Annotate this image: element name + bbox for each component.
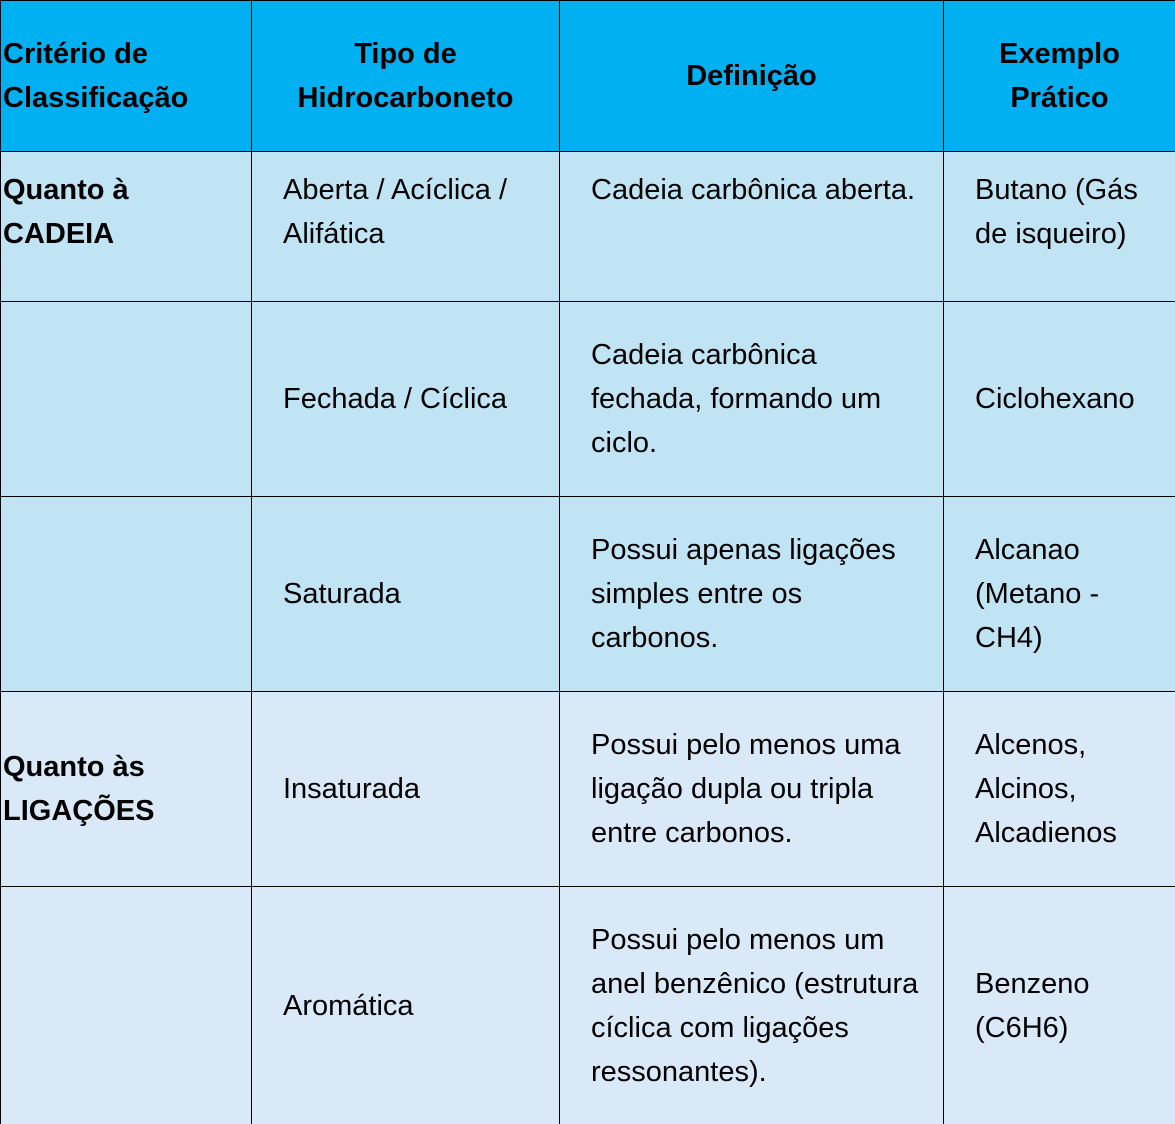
header-tipo: Tipo de Hidrocarboneto xyxy=(252,1,560,152)
cell-criterio xyxy=(1,302,252,497)
cell-exemplo: Alcanao (Metano - CH4) xyxy=(944,497,1175,692)
table-row xyxy=(1,302,1175,497)
cell-tipo: Saturada xyxy=(252,497,560,692)
cell-definicao: Cadeia carbônica fechada, formando um ciclo. xyxy=(560,302,944,497)
cell-criterio xyxy=(1,497,252,692)
cell-definicao: Possui pelo menos um anel benzênico (estrutura cíclica com ligações ressonantes). xyxy=(560,887,944,1124)
cell-definicao: Possui pelo menos uma ligação dupla ou tripla entre carbonos. xyxy=(560,692,944,887)
cell-definicao: Possui apenas ligações simples entre os carbonos. xyxy=(560,497,944,692)
cell-exemplo: Benzeno (C6H6) xyxy=(944,887,1175,1124)
cell-exemplo: Ciclohexano xyxy=(944,302,1175,497)
cell-criterio xyxy=(1,887,252,1124)
header-criterio: Critério de Classificação xyxy=(1,1,252,152)
cell-tipo: Fechada / Cíclica xyxy=(252,302,560,497)
table-row xyxy=(1,692,1175,887)
cell-tipo: Aromática xyxy=(252,887,560,1124)
cell-tipo: Insaturada xyxy=(252,692,560,887)
header-exemplo: Exemplo Prático xyxy=(944,1,1175,152)
cell-definicao: Cadeia carbônica aberta. xyxy=(560,152,944,302)
table-row xyxy=(1,887,1175,1124)
cell-exemplo: Alcenos, Alcinos, Alcadienos xyxy=(944,692,1175,887)
cell-criterio: Quanto às LIGAÇÕES xyxy=(1,692,252,887)
table-row xyxy=(1,497,1175,692)
table-row xyxy=(1,152,1175,302)
cell-exemplo: Butano (Gás de isqueiro) xyxy=(944,152,1175,302)
cell-criterio: Quanto à CADEIA xyxy=(1,152,252,302)
header-definicao: Definição xyxy=(560,1,944,152)
cell-tipo: Aberta / Acíclica / Alifática xyxy=(252,152,560,302)
header-row xyxy=(1,1,1175,152)
